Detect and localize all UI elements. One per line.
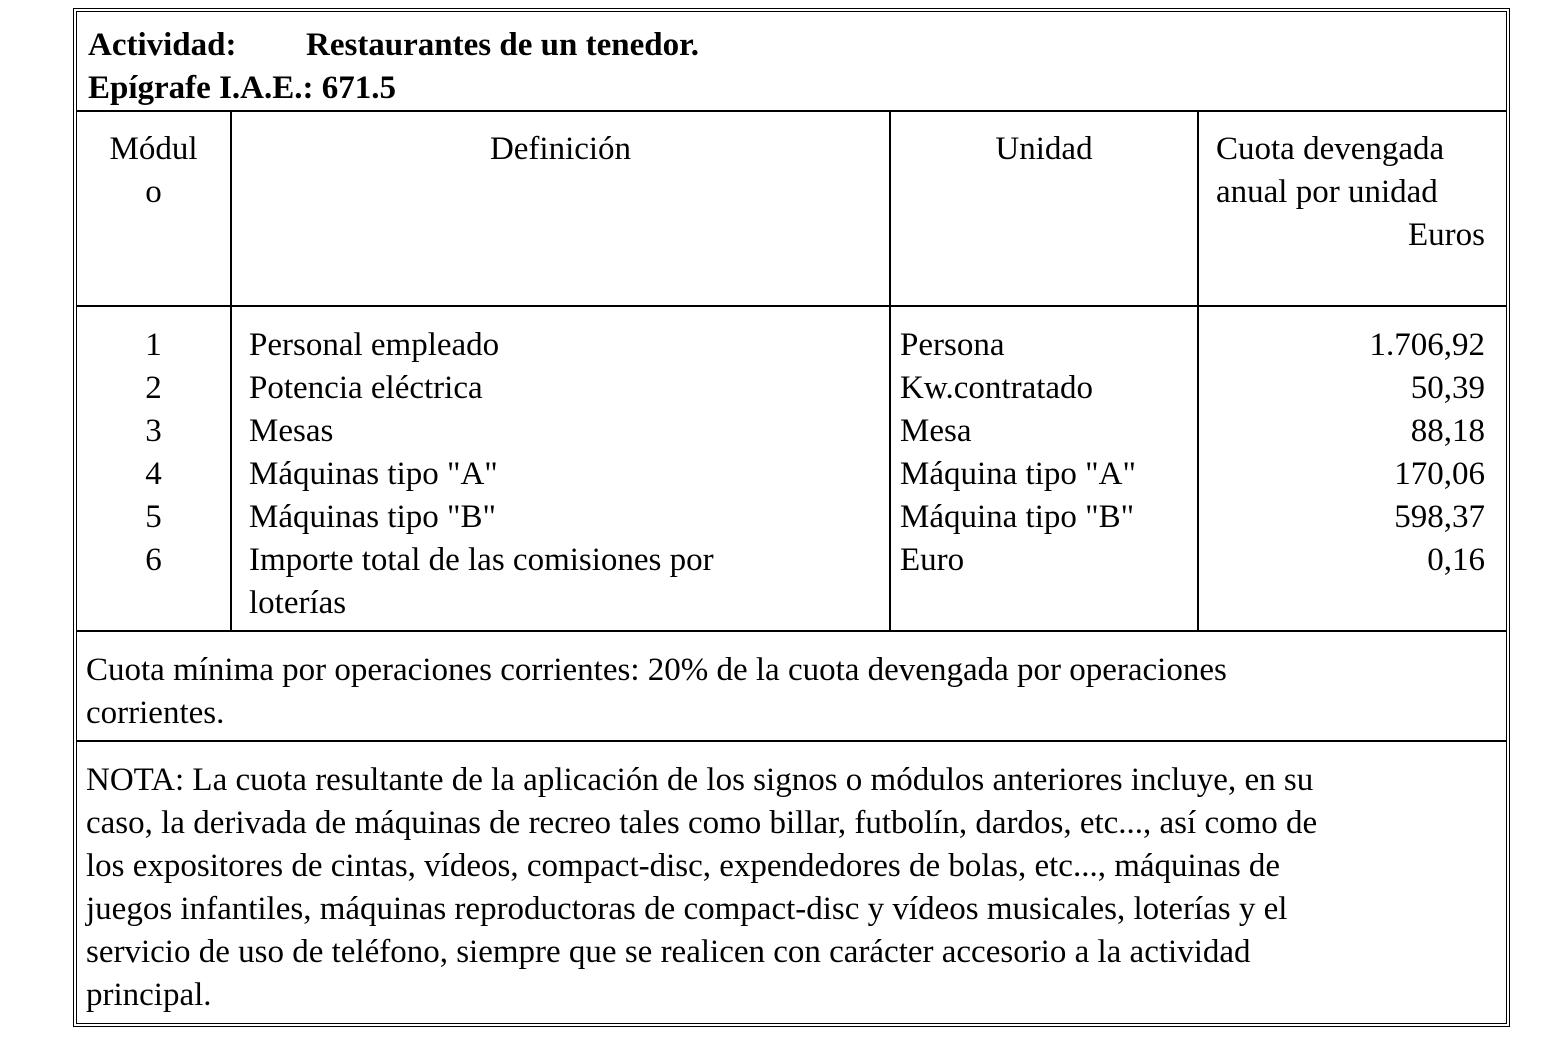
row-1-value: 1.706,92	[1369, 327, 1485, 363]
col-header-cuota-3: Euros	[1408, 217, 1485, 253]
row-6-definition-line-2: loterías	[249, 585, 347, 621]
row-6-unit: Euro	[900, 542, 965, 578]
col-header-unidad: Unidad	[995, 131, 1093, 167]
row-3-num: 3	[145, 413, 162, 449]
nota-line-5: servicio de uso de teléfono, siempre que se realicen con carácter accesorio a la actividad	[86, 934, 1251, 970]
nota-line-3: los expositores de cintas, vídeos, compact-disc, expendedores de bolas, etc..., máquinas de	[86, 848, 1281, 884]
row-2-num: 2	[145, 370, 162, 406]
row-2-unit: Kw.contratado	[900, 370, 1094, 406]
activity-value: Restaurantes de un tenedor.	[306, 27, 699, 63]
nota-line-1: NOTA: La cuota resultante de la aplicación de los signos o módulos anteriores incluye, en su	[86, 762, 1314, 798]
row-2-definition: Potencia eléctrica	[249, 370, 483, 406]
row-5-value: 598,37	[1394, 499, 1485, 535]
row-1-num: 1	[145, 327, 162, 363]
col-header-modulo-1: Módul	[109, 131, 198, 167]
rule-under-column-headers	[77, 305, 1506, 307]
row-4-value: 170,06	[1394, 456, 1485, 492]
nota-line-2: caso, la derivada de máquinas de recreo tales como billar, futbolín, dardos, etc..., así como de	[86, 805, 1318, 841]
col-divider-1	[230, 111, 232, 630]
row-3-unit: Mesa	[900, 413, 972, 449]
row-5-definition: Máquinas tipo "B"	[249, 499, 496, 535]
row-4-definition: Máquinas tipo "A"	[249, 456, 498, 492]
row-1-unit: Persona	[900, 327, 1005, 363]
row-5-unit: Máquina tipo "B"	[900, 499, 1135, 535]
row-3-value: 88,18	[1410, 413, 1485, 449]
col-header-modulo-2: o	[145, 174, 162, 210]
row-6-definition-line-1: Importe total de las comisiones por	[249, 542, 714, 578]
row-3-definition: Mesas	[249, 413, 334, 449]
rule-under-table	[77, 630, 1506, 632]
col-header-cuota-1: Cuota devengada	[1216, 131, 1445, 167]
document-frame	[73, 8, 1510, 1027]
nota-line-4: juegos infantiles, máquinas reproductoras de compact-disc y vídeos musicales, loterías y el	[86, 891, 1288, 927]
row-5-num: 5	[145, 499, 162, 535]
rule-under-cuota-minima	[77, 740, 1506, 742]
nota-line-6: principal.	[86, 977, 212, 1013]
row-2-value: 50,39	[1410, 370, 1485, 406]
epigraph: Epígrafe I.A.E.: 671.5	[88, 70, 396, 106]
cuota-minima-line-1: Cuota mínima por operaciones corrientes: 20% de la cuota devengada por operaciones	[86, 652, 1227, 688]
row-4-num: 4	[145, 456, 162, 492]
row-6-num: 6	[145, 542, 162, 578]
col-header-cuota-2: anual por unidad	[1216, 174, 1438, 210]
row-1-definition: Personal empleado	[249, 327, 500, 363]
row-4-unit: Máquina tipo "A"	[900, 456, 1136, 492]
activity-label: Actividad:	[88, 27, 237, 63]
document-inner	[77, 12, 1506, 1023]
row-6-value: 0,16	[1427, 542, 1485, 578]
rule-under-header	[77, 110, 1506, 112]
col-header-definicion: Definición	[489, 131, 632, 167]
cuota-minima-line-2: corrientes.	[86, 695, 225, 731]
col-divider-2	[889, 111, 891, 630]
